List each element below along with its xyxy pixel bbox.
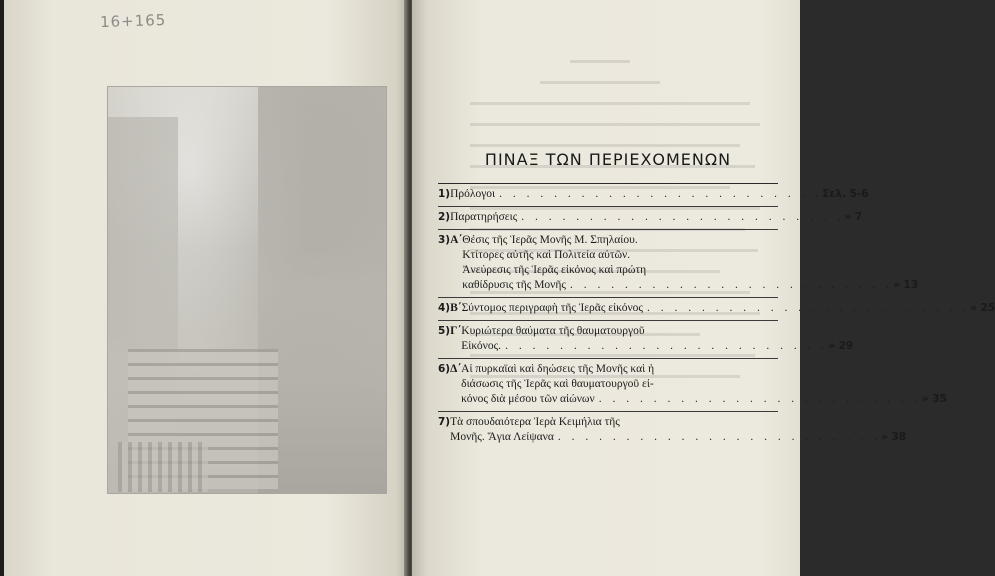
toc-row-title-line: Κτίτορες αὐτῆς καὶ Πολιτεία αὐτῶν.	[462, 249, 631, 261]
photo-monastery-wing	[118, 442, 208, 492]
toc-row-title-line: καθίδρυσις τῆς Μονῆς	[462, 279, 566, 291]
toc-row-title-line: Σύντομος περιγραφὴ τῆς Ἱερᾶς εἰκόνος	[461, 302, 643, 314]
toc-row-title-line: Εἰκόνος.	[461, 340, 502, 352]
toc-row	[438, 321, 854, 359]
toc-row-chapter-letter: Δ΄	[450, 363, 462, 375]
toc-row	[438, 184, 869, 207]
toc-row-title-line: Αἱ πυρκαϊαὶ καὶ δηώσεις τῆς Μονῆς καὶ ἡ	[461, 363, 655, 375]
toc-row-title-line: Ἀνεύρεσις τῆς Ἱερᾶς εἰκόνος καὶ πρώτη	[462, 264, 647, 276]
toc-row-page: » 29	[828, 340, 854, 352]
monastery-photo	[107, 86, 387, 494]
toc-row-title-line: Μονῆς. Ἅγια Λείψανα	[450, 431, 554, 443]
toc-row-title-line: Κυριώτερα θαύματα τῆς θαυματουργοῦ	[461, 325, 645, 337]
toc-leader-dots: . . . . . . . . . . . . . . . . . . . . . . . .	[557, 431, 881, 443]
toc-row	[438, 207, 863, 230]
toc-leader-dots: . . . . . . . . . . . . . . . . . . . . . . . .	[598, 393, 922, 405]
toc-rows	[438, 184, 995, 449]
toc-row-title-line: Τὰ σπουδαιότερα Ἱερὰ Κειμήλια τῆς	[450, 416, 620, 428]
toc-row-number: 4)	[438, 302, 451, 314]
toc-title: ΠΙΝΑΞ ΤΩΝ ΠΕΡΙΕΧΟΜΕΝΩΝ	[484, 150, 732, 169]
toc-row	[438, 298, 995, 321]
toc-row	[438, 230, 919, 298]
toc-row-chapter-letter: Α΄	[450, 234, 463, 246]
toc-row-number: 1)	[438, 188, 451, 200]
toc-row-title-line: κόνος διὰ μέσου τῶν αἰώνων	[461, 393, 595, 405]
toc-row-number: 7)	[438, 416, 451, 428]
toc-leader-dots: . . . . . . . . . . . . . . . . . . . . . . . .	[646, 302, 971, 314]
toc-row-page: » 35	[921, 393, 947, 405]
toc-row-title	[450, 415, 881, 445]
toc-row-number: 5)	[438, 325, 451, 337]
toc-row-number: 2)	[438, 211, 451, 223]
toc-row-number: 6)	[438, 363, 451, 375]
toc-row-chapter-letter: Β΄	[450, 302, 462, 314]
toc-row-title-line: Παρατηρήσεις	[450, 211, 518, 223]
toc-leader-dots: . . . . . . . . . . . . . . . . . . . . . . . .	[521, 211, 845, 223]
toc-row	[438, 412, 907, 449]
pencil-note: 16+165	[99, 10, 167, 32]
toc-row-title-line: Πρόλογοι	[450, 188, 496, 200]
toc-row-page: » 38	[880, 431, 907, 443]
toc-leader-dots: . . . . . . . . . . . . . . . . . . . . . . . .	[505, 340, 829, 352]
toc-row-title	[450, 210, 844, 225]
toc-row-title-line: διάσωσις τῆς Ἱερᾶς καὶ θαυματουργοῦ εἰ-	[461, 378, 654, 390]
toc-row-title-line: Θέσις τῆς Ἱερᾶς Μονῆς Μ. Σπηλαίου.	[462, 234, 638, 246]
toc-row	[438, 359, 947, 412]
toc-row-page: » 13	[893, 279, 919, 291]
toc-row-chapter-letter: Γ΄	[450, 325, 462, 337]
toc-row-title	[462, 301, 970, 316]
table-of-contents	[438, 150, 995, 449]
toc-row-page: » 7	[844, 211, 863, 223]
toc-row-title	[462, 233, 893, 293]
toc-leader-dots: . . . . . . . . . . . . . . . . . . . . . . . .	[499, 188, 823, 200]
toc-row-page: » 25	[970, 302, 995, 314]
toc-row-title	[461, 324, 828, 354]
toc-leader-dots: . . . . . . . . . . . . . . . . . . . . . . . .	[569, 279, 894, 291]
toc-row-number: 3)	[438, 234, 451, 246]
toc-row-title	[461, 362, 922, 407]
left-page	[4, 0, 408, 576]
toc-row-page: Σελ. 5-6	[822, 188, 869, 200]
toc-row-title	[450, 187, 822, 202]
